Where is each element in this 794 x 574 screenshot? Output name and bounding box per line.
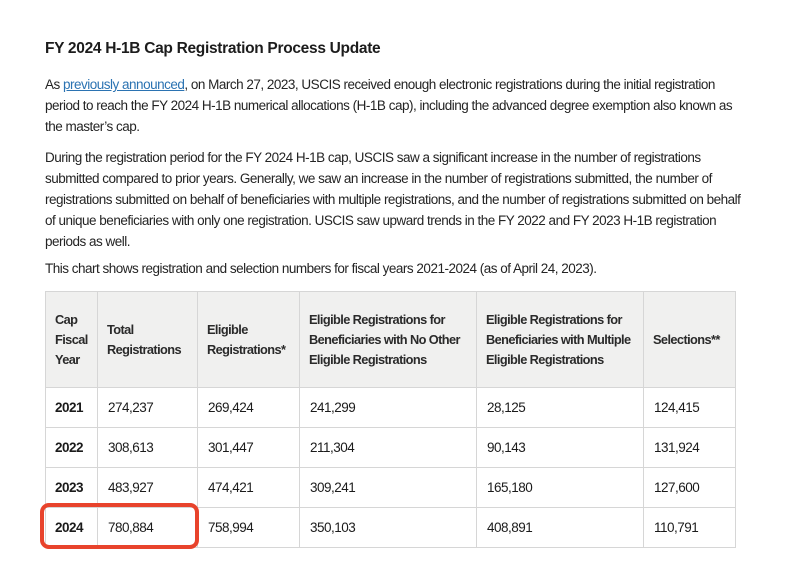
selections-cell: 124,415 xyxy=(644,388,736,428)
registration-table xyxy=(45,291,736,548)
col-header-no-other-eligible: Eligible Registrations for Beneficiaries with No Other Eligible Registrations xyxy=(300,292,477,388)
total-registrations-cell: 274,237 xyxy=(98,388,198,428)
table-row-2023 xyxy=(46,468,736,508)
col-header-eligible-registrations: Eligible Registrations* xyxy=(198,292,300,388)
eligible-registrations-cell: 269,424 xyxy=(198,388,300,428)
year-cell: 2023 xyxy=(46,468,98,508)
multiple-eligible-cell: 165,180 xyxy=(477,468,644,508)
total-registrations-cell: 483,927 xyxy=(98,468,198,508)
intro-paragraph xyxy=(45,74,749,137)
eligible-registrations-cell: 758,994 xyxy=(198,508,300,548)
selections-cell: 127,600 xyxy=(644,468,736,508)
multiple-eligible-cell: 90,143 xyxy=(477,428,644,468)
no-other-eligible-cell: 241,299 xyxy=(300,388,477,428)
table-header-row xyxy=(46,292,736,388)
intro-text-before-link: As xyxy=(45,77,64,92)
year-cell: 2021 xyxy=(46,388,98,428)
eligible-registrations-cell: 474,421 xyxy=(198,468,300,508)
year-cell: 2022 xyxy=(46,428,98,468)
col-header-selections: Selections** xyxy=(644,292,736,388)
selections-cell: 131,924 xyxy=(644,428,736,468)
col-header-multiple-eligible: Eligible Registrations for Beneficiaries with Multiple Eligible Registrations xyxy=(477,292,644,388)
eligible-registrations-cell: 301,447 xyxy=(198,428,300,468)
chart-note-paragraph: This chart shows registration and selection numbers for fiscal years 2021-2024 (as of April 24, 2023). xyxy=(45,261,597,276)
intro-text-after-link: , on March 27, 2023, USCIS received enough electronic registrations during the initial registration period to reach the FY 2024 H-1B numerical allocations (H-1B cap), including the advanced degree exemption also known as the master’s cap. xyxy=(45,77,733,134)
table-row-2021 xyxy=(46,388,736,428)
no-other-eligible-cell: 211,304 xyxy=(300,428,477,468)
table-row-2024 xyxy=(46,508,736,548)
total-registrations-cell: 308,613 xyxy=(98,428,198,468)
registration-increase-paragraph: During the registration period for the FY 2024 H-1B cap, USCIS saw a significant increase in the number of registrations submitted compared to prior years. Generally, we saw an increase in the number of registrations submitted, the number of registrations submitted on behalf of beneficiaries with multiple registrations, and the number of registrations submitted on behalf of unique beneficiaries with only one registration. USCIS saw upward trends in the FY 2022 and FY 2023 H-1B registration periods as well. xyxy=(45,150,741,249)
multiple-eligible-cell: 28,125 xyxy=(477,388,644,428)
no-other-eligible-cell: 309,241 xyxy=(300,468,477,508)
registration-table-container xyxy=(45,291,735,548)
no-other-eligible-cell: 350,103 xyxy=(300,508,477,548)
page-title: FY 2024 H-1B Cap Registration Process Update xyxy=(45,40,381,57)
selections-cell: 110,791 xyxy=(644,508,736,548)
previously-announced-link[interactable]: previously announced xyxy=(63,77,185,92)
total-registrations-cell: 780,884 xyxy=(98,508,198,548)
table-row-2022 xyxy=(46,428,736,468)
multiple-eligible-cell: 408,891 xyxy=(477,508,644,548)
col-header-cap-fiscal-year: Cap Fiscal Year xyxy=(46,292,98,388)
year-cell: 2024 xyxy=(46,508,98,548)
col-header-total-registrations: Total Registrations xyxy=(98,292,198,388)
